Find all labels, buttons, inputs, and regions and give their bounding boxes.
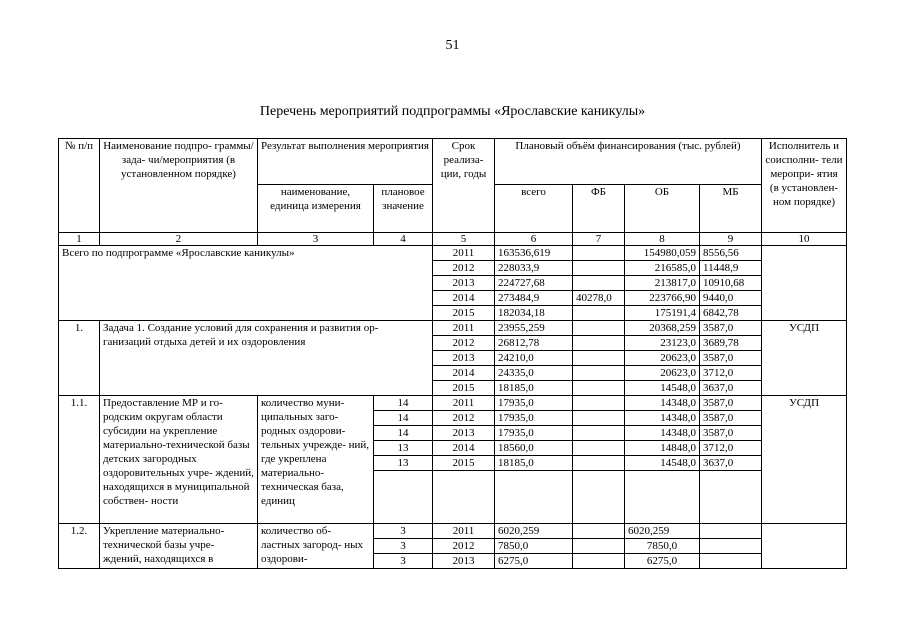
- activities-table: [58, 138, 847, 569]
- table-row: [59, 524, 847, 539]
- ob-cell: 223766,90: [625, 291, 700, 306]
- header-ob: ОБ: [625, 185, 700, 233]
- ob-cell: 175191,4: [625, 306, 700, 321]
- col-number: 3: [258, 233, 374, 246]
- fb-cell: 40278,0: [573, 291, 625, 306]
- year-cell: 2012: [433, 261, 495, 276]
- col-number: 8: [625, 233, 700, 246]
- col-number: 1: [59, 233, 100, 246]
- total-cell: [495, 471, 573, 524]
- year-cell: [433, 471, 495, 524]
- fb-cell: [573, 276, 625, 291]
- total-cell: 17935,0: [495, 426, 573, 441]
- year-cell: 2011: [433, 524, 495, 539]
- year-cell: 2011: [433, 246, 495, 261]
- row-number: 1.2.: [59, 524, 100, 569]
- ob-cell: 14848,0: [625, 441, 700, 456]
- fb-cell: [573, 261, 625, 276]
- year-cell: 2011: [433, 396, 495, 411]
- plan-value: 14: [374, 396, 433, 411]
- mb-cell: 9440,0: [700, 291, 762, 306]
- mb-cell: 10910,68: [700, 276, 762, 291]
- ob-cell: 216585,0: [625, 261, 700, 276]
- total-cell: 7850,0: [495, 539, 573, 554]
- header-term: Срок реализа- ции, годы: [433, 139, 495, 233]
- fb-cell: [573, 321, 625, 336]
- ob-cell: 6275,0: [625, 554, 700, 569]
- year-cell: 2015: [433, 306, 495, 321]
- fb-cell: [573, 426, 625, 441]
- total-cell: 17935,0: [495, 396, 573, 411]
- activity-label: Предоставление МР и го- родским округам области субсидии на укрепление материально-технической базы детских загородных оздоровительных учре- ждений, находящихся в муниципальной собствен- ности: [100, 396, 258, 524]
- header-mb: МБ: [700, 185, 762, 233]
- total-cell: 6275,0: [495, 554, 573, 569]
- header-fb: ФБ: [573, 185, 625, 233]
- plan-value: 3: [374, 524, 433, 539]
- fb-cell: [573, 306, 625, 321]
- fb-cell: [573, 554, 625, 569]
- fb-cell: [573, 524, 625, 539]
- total-cell: 17935,0: [495, 411, 573, 426]
- fb-cell: [573, 246, 625, 261]
- year-cell: 2015: [433, 381, 495, 396]
- mb-cell: [700, 539, 762, 554]
- ob-cell: 6020,259: [625, 524, 700, 539]
- mb-cell: 3587,0: [700, 411, 762, 426]
- mb-cell: [700, 554, 762, 569]
- ob-cell: 14548,0: [625, 456, 700, 471]
- year-cell: 2015: [433, 456, 495, 471]
- ob-cell: 20368,259: [625, 321, 700, 336]
- total-cell: 18185,0: [495, 381, 573, 396]
- col-number: 10: [762, 233, 847, 246]
- plan-value: 3: [374, 539, 433, 554]
- fb-cell: [573, 396, 625, 411]
- mb-cell: [700, 524, 762, 539]
- ob-cell: 23123,0: [625, 336, 700, 351]
- activity-label: Укрепление материально- технической базы учре- ждений, находящихся в: [100, 524, 258, 569]
- mb-cell: 3587,0: [700, 426, 762, 441]
- ob-cell: [625, 471, 700, 524]
- total-cell: 6020,259: [495, 524, 573, 539]
- page-number: 51: [445, 38, 460, 53]
- mb-cell: [700, 471, 762, 524]
- header-result-name: наименование, единица измерения: [258, 185, 374, 233]
- executor-cell: [762, 524, 847, 569]
- result-name: количество муни- ципальных заго- родных оздорови- тельных учрежде- ний, где укреплена материально- техническая база, единиц: [258, 396, 374, 524]
- mb-cell: 3712,0: [700, 441, 762, 456]
- ob-cell: 7850,0: [625, 539, 700, 554]
- ob-cell: 20623,0: [625, 351, 700, 366]
- total-cell: 23955,259: [495, 321, 573, 336]
- executor-cell: УСДП: [762, 396, 847, 524]
- ob-cell: 14548,0: [625, 381, 700, 396]
- col-number: 9: [700, 233, 762, 246]
- mb-cell: 3587,0: [700, 321, 762, 336]
- mb-cell: 3587,0: [700, 396, 762, 411]
- plan-value: 3: [374, 554, 433, 569]
- col-number: 5: [433, 233, 495, 246]
- year-cell: 2014: [433, 291, 495, 306]
- year-cell: 2013: [433, 426, 495, 441]
- mb-cell: 6842,78: [700, 306, 762, 321]
- fb-cell: [573, 471, 625, 524]
- header-row-1: [59, 139, 847, 185]
- task-label: Задача 1. Создание условий для сохранения и развития ор- ганизаций отдыха детей и их оздоровления: [100, 321, 433, 396]
- col-number: 6: [495, 233, 573, 246]
- document-title: Перечень мероприятий подпрограммы «Ярославские каникулы»: [259, 104, 646, 119]
- mb-cell: 3637,0: [700, 381, 762, 396]
- total-cell: 24335,0: [495, 366, 573, 381]
- header-num: № п/п: [59, 139, 100, 233]
- fb-cell: [573, 366, 625, 381]
- table-row: [59, 321, 847, 336]
- total-label: Всего по подпрограмме «Ярославские каникулы»: [59, 246, 433, 321]
- header-executor: Исполнитель и соисполни- тели меропри- ятия (в установлен- ном порядке): [762, 139, 847, 233]
- col-number: 2: [100, 233, 258, 246]
- header-result-value: плановое значение: [374, 185, 433, 233]
- ob-cell: 14348,0: [625, 411, 700, 426]
- executor-cell: [762, 246, 847, 321]
- table-row: [59, 396, 847, 411]
- mb-cell: 3587,0: [700, 351, 762, 366]
- col-number: 7: [573, 233, 625, 246]
- header-funding: Плановый объём финансирования (тыс. рублей): [495, 139, 762, 185]
- column-number-row: [59, 233, 847, 246]
- year-cell: 2013: [433, 554, 495, 569]
- ob-cell: 14348,0: [625, 426, 700, 441]
- header-name: Наименование подпро- граммы/ зада- чи/мероприятия (в установленном порядке): [100, 139, 258, 233]
- fb-cell: [573, 456, 625, 471]
- col-number: 4: [374, 233, 433, 246]
- mb-cell: 11448,9: [700, 261, 762, 276]
- header-result: Результат выполнения мероприятия: [258, 139, 433, 185]
- fb-cell: [573, 381, 625, 396]
- mb-cell: 3712,0: [700, 366, 762, 381]
- fb-cell: [573, 351, 625, 366]
- total-cell: 228033,9: [495, 261, 573, 276]
- year-cell: 2013: [433, 351, 495, 366]
- plan-value: 14: [374, 426, 433, 441]
- mb-cell: 3689,78: [700, 336, 762, 351]
- row-number: 1.1.: [59, 396, 100, 524]
- fb-cell: [573, 336, 625, 351]
- year-cell: 2013: [433, 276, 495, 291]
- plan-value: 14: [374, 411, 433, 426]
- plan-value: 13: [374, 441, 433, 456]
- year-cell: 2011: [433, 321, 495, 336]
- fb-cell: [573, 441, 625, 456]
- year-cell: 2014: [433, 441, 495, 456]
- fb-cell: [573, 539, 625, 554]
- year-cell: 2012: [433, 539, 495, 554]
- year-cell: 2012: [433, 336, 495, 351]
- ob-cell: 213817,0: [625, 276, 700, 291]
- result-name: количество об- ластных загород- ных оздорови-: [258, 524, 374, 569]
- mb-cell: 8556,56: [700, 246, 762, 261]
- total-cell: 26812,78: [495, 336, 573, 351]
- year-cell: 2014: [433, 366, 495, 381]
- table-row: [59, 246, 847, 261]
- row-number: 1.: [59, 321, 100, 396]
- total-cell: 163536,619: [495, 246, 573, 261]
- year-cell: 2012: [433, 411, 495, 426]
- mb-cell: 3637,0: [700, 456, 762, 471]
- total-cell: 224727,68: [495, 276, 573, 291]
- total-cell: 18185,0: [495, 456, 573, 471]
- ob-cell: 20623,0: [625, 366, 700, 381]
- fb-cell: [573, 411, 625, 426]
- total-cell: 273484,9: [495, 291, 573, 306]
- plan-value: [374, 471, 433, 524]
- executor-cell: УСДП: [762, 321, 847, 396]
- total-cell: 18560,0: [495, 441, 573, 456]
- total-cell: 24210,0: [495, 351, 573, 366]
- plan-value: 13: [374, 456, 433, 471]
- ob-cell: 14348,0: [625, 396, 700, 411]
- total-cell: 182034,18: [495, 306, 573, 321]
- header-total: всего: [495, 185, 573, 233]
- ob-cell: 154980,059: [625, 246, 700, 261]
